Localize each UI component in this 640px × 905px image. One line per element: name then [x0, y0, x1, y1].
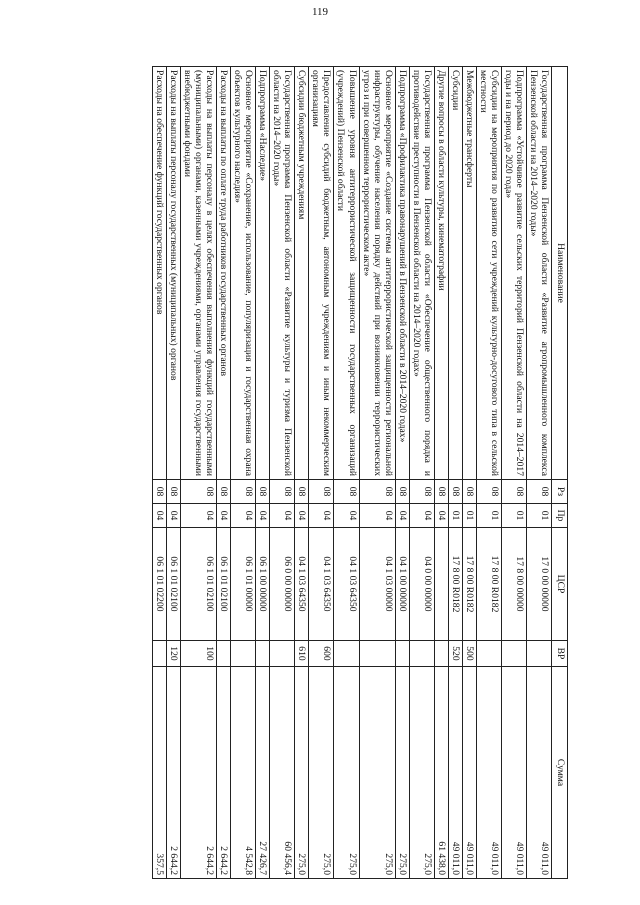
table-row — [231, 67, 256, 879]
cell-rz: 08 — [295, 480, 309, 504]
cell-pr: 01 — [501, 504, 526, 528]
cell-name: Основное мероприятие «Сохранение, использование, популяризация и государственная охрана объектов культурного наследия» — [231, 67, 256, 480]
cell-rz: 08 — [526, 480, 551, 504]
cell-sum: 2 644,2 — [181, 667, 217, 879]
cell-vr — [359, 641, 395, 667]
cell-pr: 04 — [309, 504, 334, 528]
cell-vr: 120 — [167, 641, 181, 667]
table-row — [409, 67, 434, 879]
cell-sum: 60 456,4 — [270, 667, 295, 879]
cell-pr: 04 — [359, 504, 395, 528]
cell-csr: 06 0 00 00000 — [270, 528, 295, 641]
cell-sum: 4 542,8 — [231, 667, 256, 879]
cell-vr: 100 — [181, 641, 217, 667]
cell-vr — [395, 641, 409, 667]
cell-pr: 04 — [231, 504, 256, 528]
cell-vr — [153, 641, 167, 667]
cell-pr: 04 — [295, 504, 309, 528]
cell-csr: 06 1 01 02100 — [167, 528, 181, 641]
cell-csr: 06 1 01 02100 — [217, 528, 231, 641]
cell-csr: 17 0 00 00000 — [526, 528, 551, 641]
cell-name: Межбюджетные трансферты — [462, 67, 476, 480]
cell-name: Субсидии бюджетным учреждениям — [295, 67, 309, 480]
table-row — [334, 67, 359, 879]
cell-vr — [231, 641, 256, 667]
table-row — [359, 67, 395, 879]
cell-name: Предоставление субсидий бюджетным, автономным учреждениям и иным некоммерческим организациям — [309, 67, 334, 480]
cell-rz: 08 — [395, 480, 409, 504]
header-csr: ЦСР — [552, 528, 568, 641]
cell-sum: 27 426,7 — [256, 667, 270, 879]
table-row — [167, 67, 181, 879]
table-row — [309, 67, 334, 879]
header-rz: Рз — [552, 480, 568, 504]
page-number: 119 — [311, 6, 329, 18]
cell-sum: 2 644,2 — [217, 667, 231, 879]
cell-csr: 04 1 03 64350 — [309, 528, 334, 641]
cell-pr: 04 — [409, 504, 434, 528]
cell-vr — [270, 641, 295, 667]
cell-rz: 08 — [181, 480, 217, 504]
table-row — [270, 67, 295, 879]
cell-name: Государственная программа Пензенской области «Развитие культуры и туризма Пензенской области на 2014–2020 годы» — [270, 67, 295, 480]
cell-name: Основное мероприятие «Создание системы антитеррористической защищенности региональной инфраструктуры, обучение населения порядку действий при возникновении террористических угроз и при совершенном террористическом акте» — [359, 67, 395, 480]
cell-name: Подпрограмма «Устойчивое развитие сельских территорий Пензенской области на 2014–2017 годы и на период до 2020 года» — [501, 67, 526, 480]
cell-pr: 01 — [526, 504, 551, 528]
table-row — [462, 67, 476, 879]
cell-rz: 08 — [476, 480, 501, 504]
cell-name: Подпрограмма «Наследие» — [256, 67, 270, 480]
table-header-row — [552, 67, 568, 879]
table-row — [448, 67, 462, 879]
table-row — [395, 67, 409, 879]
cell-pr: 01 — [476, 504, 501, 528]
cell-pr: 04 — [395, 504, 409, 528]
table-row — [434, 67, 448, 879]
cell-sum: 357,5 — [153, 667, 167, 879]
cell-sum: 275,0 — [309, 667, 334, 879]
cell-pr: 01 — [448, 504, 462, 528]
cell-sum: 61 438,0 — [434, 667, 448, 879]
cell-rz: 08 — [501, 480, 526, 504]
table-row — [256, 67, 270, 879]
cell-csr: 17 8 00 R0182 — [462, 528, 476, 641]
cell-sum: 49 011,0 — [526, 667, 551, 879]
cell-rz: 08 — [434, 480, 448, 504]
cell-sum: 275,0 — [334, 667, 359, 879]
cell-rz: 08 — [359, 480, 395, 504]
cell-sum: 49 011,0 — [476, 667, 501, 879]
cell-rz: 08 — [217, 480, 231, 504]
cell-csr: 17 8 00 R0182 — [448, 528, 462, 641]
cell-csr: 04 0 00 00000 — [409, 528, 434, 641]
cell-rz: 08 — [462, 480, 476, 504]
cell-name: Другие вопросы в области культуры, кинематографии — [434, 67, 448, 480]
cell-csr — [434, 528, 448, 641]
cell-rz: 08 — [448, 480, 462, 504]
cell-vr — [501, 641, 526, 667]
header-sum: Сумма — [552, 667, 568, 879]
cell-csr: 06 1 01 02200 — [153, 528, 167, 641]
table-row — [217, 67, 231, 879]
cell-vr — [526, 641, 551, 667]
cell-pr: 04 — [270, 504, 295, 528]
cell-vr — [476, 641, 501, 667]
cell-sum: 275,0 — [295, 667, 309, 879]
table-row — [295, 67, 309, 879]
cell-vr — [434, 641, 448, 667]
cell-name: Субсидии на мероприятия по развитию сети учреждений культурно-досугового типа в сельской местности — [476, 67, 501, 480]
cell-sum: 275,0 — [359, 667, 395, 879]
table-row — [476, 67, 501, 879]
cell-sum: 49 011,0 — [501, 667, 526, 879]
rotated-page — [41, 66, 568, 878]
cell-pr: 04 — [256, 504, 270, 528]
cell-csr: 04 1 03 64350 — [295, 528, 309, 641]
cell-vr — [217, 641, 231, 667]
cell-sum: 2 644,2 — [167, 667, 181, 879]
table-row — [501, 67, 526, 879]
header-pr: Пр — [552, 504, 568, 528]
cell-csr: 04 1 03 00000 — [359, 528, 395, 641]
cell-pr: 04 — [334, 504, 359, 528]
cell-name: Государственная программа Пензенской области «Развитие агропромышленного комплекса Пензенской области на 2014–2020 годы» — [526, 67, 551, 480]
cell-pr: 04 — [167, 504, 181, 528]
cell-name: Субсидии — [448, 67, 462, 480]
cell-vr — [409, 641, 434, 667]
cell-vr — [256, 641, 270, 667]
table-row — [153, 67, 167, 879]
cell-name: Подпрограмма «Профилактика правонарушений в Пензенской области в 2014–2020 годах» — [395, 67, 409, 480]
cell-sum: 49 011,0 — [462, 667, 476, 879]
cell-rz: 08 — [270, 480, 295, 504]
cell-sum: 49 011,0 — [448, 667, 462, 879]
cell-name: Повышение уровня антитеррористической защищенности государственных организаций (учреждений) Пензенской области — [334, 67, 359, 480]
table-row — [181, 67, 217, 879]
cell-name: Расходы на выплаты по оплате труда работников государственных органов — [217, 67, 231, 480]
cell-name: Расходы на обеспечение функций государственных органов — [153, 67, 167, 480]
cell-name: Государственная программа Пензенской области «Обеспечение общественного порядка и противодействие преступности в Пензенской области на 2014–2020 годах» — [409, 67, 434, 480]
cell-rz: 08 — [256, 480, 270, 504]
cell-rz: 08 — [334, 480, 359, 504]
cell-csr: 06 1 00 00000 — [256, 528, 270, 641]
cell-pr: 04 — [181, 504, 217, 528]
cell-csr: 17 8 00 R0182 — [476, 528, 501, 641]
cell-pr: 04 — [434, 504, 448, 528]
cell-vr: 600 — [309, 641, 334, 667]
table-row — [526, 67, 551, 879]
budget-table — [152, 66, 568, 879]
cell-rz: 08 — [231, 480, 256, 504]
cell-rz: 08 — [409, 480, 434, 504]
cell-csr: 17 8 00 00000 — [501, 528, 526, 641]
cell-rz: 08 — [309, 480, 334, 504]
cell-pr: 01 — [462, 504, 476, 528]
cell-vr — [334, 641, 359, 667]
cell-pr: 04 — [153, 504, 167, 528]
cell-vr: 520 — [448, 641, 462, 667]
cell-sum: 275,0 — [409, 667, 434, 879]
cell-vr: 610 — [295, 641, 309, 667]
cell-csr: 06 1 01 02100 — [181, 528, 217, 641]
cell-name: Расходы на выплаты персоналу в целях обеспечения выполнения функций государственными (муниципальными) органами, казенными учреждениями, органами управления государственными внебюджетными фондами — [181, 67, 217, 480]
cell-sum: 275,0 — [395, 667, 409, 879]
cell-vr: 500 — [462, 641, 476, 667]
cell-rz: 08 — [167, 480, 181, 504]
cell-csr: 04 1 03 64350 — [334, 528, 359, 641]
cell-csr: 04 1 00 00000 — [395, 528, 409, 641]
cell-csr: 06 1 01 00000 — [231, 528, 256, 641]
header-name: Наименование — [552, 67, 568, 480]
header-vr: ВР — [552, 641, 568, 667]
cell-rz: 08 — [153, 480, 167, 504]
cell-pr: 04 — [217, 504, 231, 528]
cell-name: Расходы на выплаты персоналу государственных (муниципальных) органов — [167, 67, 181, 480]
